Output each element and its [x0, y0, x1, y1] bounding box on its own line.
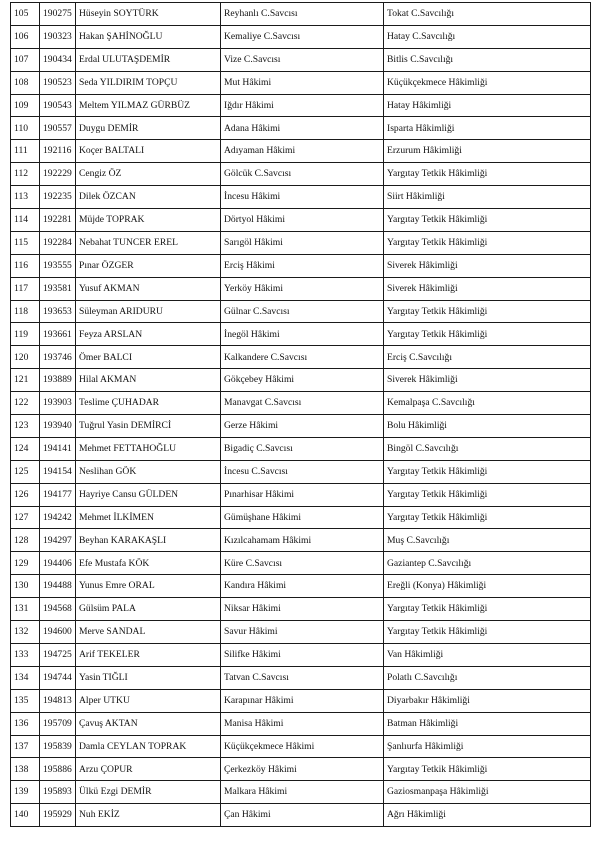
- registry-number-cell: 190543: [40, 94, 76, 117]
- new-post-cell: Diyarbakır Hâkimliği: [384, 689, 591, 712]
- person-name-cell: Arzu ÇOPUR: [76, 758, 221, 781]
- person-name-cell: Nuh EKİZ: [76, 804, 221, 827]
- table-row: [11, 643, 591, 666]
- registry-number-cell: 190557: [40, 117, 76, 140]
- row-number-cell: 137: [11, 735, 40, 758]
- table-row: [11, 415, 591, 438]
- new-post-cell: Yargıtay Tetkik Hâkimliği: [384, 209, 591, 232]
- table-row: [11, 48, 591, 71]
- person-name-cell: Koçer BALTALI: [76, 140, 221, 163]
- new-post-cell: Hatay Hâkimliği: [384, 94, 591, 117]
- table-row: [11, 209, 591, 232]
- current-post-cell: Malkara Hâkimi: [221, 781, 384, 804]
- person-name-cell: Hüseyin SOYTÜRK: [76, 3, 221, 26]
- table-row: [11, 25, 591, 48]
- table-row: [11, 71, 591, 94]
- table-row: [11, 666, 591, 689]
- current-post-cell: Adıyaman Hâkimi: [221, 140, 384, 163]
- row-number-cell: 110: [11, 117, 40, 140]
- registry-number-cell: 192284: [40, 231, 76, 254]
- registry-number-cell: 195886: [40, 758, 76, 781]
- current-post-cell: Gökçebey Hâkimi: [221, 369, 384, 392]
- person-name-cell: Efe Mustafa KÖK: [76, 552, 221, 575]
- registry-number-cell: 194568: [40, 598, 76, 621]
- table-row: [11, 140, 591, 163]
- registry-number-cell: 190323: [40, 25, 76, 48]
- person-name-cell: Yasin TIĞLI: [76, 666, 221, 689]
- registry-number-cell: 194154: [40, 460, 76, 483]
- registry-number-cell: 194141: [40, 437, 76, 460]
- new-post-cell: Siverek Hâkimliği: [384, 369, 591, 392]
- row-number-cell: 116: [11, 254, 40, 277]
- row-number-cell: 120: [11, 346, 40, 369]
- row-number-cell: 134: [11, 666, 40, 689]
- new-post-cell: Yargıtay Tetkik Hâkimliği: [384, 163, 591, 186]
- person-name-cell: Ülkü Ezgi DEMİR: [76, 781, 221, 804]
- row-number-cell: 136: [11, 712, 40, 735]
- table-row: [11, 804, 591, 827]
- person-name-cell: Hilal AKMAN: [76, 369, 221, 392]
- row-number-cell: 106: [11, 25, 40, 48]
- new-post-cell: Yargıtay Tetkik Hâkimliği: [384, 323, 591, 346]
- current-post-cell: Sarıgöl Hâkimi: [221, 231, 384, 254]
- person-name-cell: Çavuş AKTAN: [76, 712, 221, 735]
- row-number-cell: 112: [11, 163, 40, 186]
- row-number-cell: 129: [11, 552, 40, 575]
- current-post-cell: Kemaliye C.Savcısı: [221, 25, 384, 48]
- current-post-cell: İncesu Hâkimi: [221, 186, 384, 209]
- new-post-cell: Hatay C.Savcılığı: [384, 25, 591, 48]
- row-number-cell: 119: [11, 323, 40, 346]
- registry-number-cell: 190275: [40, 3, 76, 26]
- row-number-cell: 109: [11, 94, 40, 117]
- person-name-cell: Süleyman ARIDURU: [76, 300, 221, 323]
- person-name-cell: Seda YILDIRIM TOPÇU: [76, 71, 221, 94]
- person-name-cell: Mehmet FETTAHOĞLU: [76, 437, 221, 460]
- new-post-cell: Batman Hâkimliği: [384, 712, 591, 735]
- table-row: [11, 483, 591, 506]
- current-post-cell: Gülnar C.Savcısı: [221, 300, 384, 323]
- new-post-cell: Van Hâkimliği: [384, 643, 591, 666]
- new-post-cell: Muş C.Savcılığı: [384, 529, 591, 552]
- current-post-cell: Iğdır Hâkimi: [221, 94, 384, 117]
- new-post-cell: Yargıtay Tetkik Hâkimliği: [384, 758, 591, 781]
- table-row: [11, 3, 591, 26]
- new-post-cell: Yargıtay Tetkik Hâkimliği: [384, 231, 591, 254]
- table-row: [11, 506, 591, 529]
- current-post-cell: Adana Hâkimi: [221, 117, 384, 140]
- person-name-cell: Erdal ULUTAŞDEMİR: [76, 48, 221, 71]
- current-post-cell: Silifke Hâkimi: [221, 643, 384, 666]
- registry-number-cell: 194488: [40, 575, 76, 598]
- current-post-cell: Savur Hâkimi: [221, 621, 384, 644]
- row-number-cell: 138: [11, 758, 40, 781]
- registry-number-cell: 192281: [40, 209, 76, 232]
- current-post-cell: İnegöl Hâkimi: [221, 323, 384, 346]
- registry-number-cell: 194600: [40, 621, 76, 644]
- person-name-cell: Teslime ÇUHADAR: [76, 392, 221, 415]
- new-post-cell: Bingöl C.Savcılığı: [384, 437, 591, 460]
- table-row: [11, 598, 591, 621]
- row-number-cell: 108: [11, 71, 40, 94]
- registry-number-cell: 193653: [40, 300, 76, 323]
- current-post-cell: Manisa Hâkimi: [221, 712, 384, 735]
- person-name-cell: Nebahat TUNCER EREL: [76, 231, 221, 254]
- new-post-cell: Ağrı Hâkimliği: [384, 804, 591, 827]
- person-name-cell: Hayriye Cansu GÜLDEN: [76, 483, 221, 506]
- current-post-cell: Çan Hâkimi: [221, 804, 384, 827]
- table-row: [11, 552, 591, 575]
- registry-number-cell: 194242: [40, 506, 76, 529]
- registry-number-cell: 193555: [40, 254, 76, 277]
- person-name-cell: Merve SANDAL: [76, 621, 221, 644]
- row-number-cell: 126: [11, 483, 40, 506]
- table-row: [11, 346, 591, 369]
- new-post-cell: Siirt Hâkimliği: [384, 186, 591, 209]
- current-post-cell: Tatvan C.Savcısı: [221, 666, 384, 689]
- registry-number-cell: 194725: [40, 643, 76, 666]
- new-post-cell: Yargıtay Tetkik Hâkimliği: [384, 460, 591, 483]
- row-number-cell: 131: [11, 598, 40, 621]
- new-post-cell: Ereğli (Konya) Hâkimliği: [384, 575, 591, 598]
- person-name-cell: Müjde TOPRAK: [76, 209, 221, 232]
- registry-number-cell: 193581: [40, 277, 76, 300]
- new-post-cell: Polatlı C.Savcılığı: [384, 666, 591, 689]
- row-number-cell: 132: [11, 621, 40, 644]
- new-post-cell: Yargıtay Tetkik Hâkimliği: [384, 598, 591, 621]
- new-post-cell: Gaziosmanpaşa Hâkimliği: [384, 781, 591, 804]
- table-row: [11, 163, 591, 186]
- person-name-cell: Gülsüm PALA: [76, 598, 221, 621]
- table-row: [11, 369, 591, 392]
- row-number-cell: 114: [11, 209, 40, 232]
- row-number-cell: 127: [11, 506, 40, 529]
- person-name-cell: Yusuf AKMAN: [76, 277, 221, 300]
- new-post-cell: Küçükçekmece Hâkimliği: [384, 71, 591, 94]
- row-number-cell: 135: [11, 689, 40, 712]
- new-post-cell: Yargıtay Tetkik Hâkimliği: [384, 483, 591, 506]
- new-post-cell: Şanlıurfa Hâkimliği: [384, 735, 591, 758]
- current-post-cell: Küre C.Savcısı: [221, 552, 384, 575]
- table-row: [11, 460, 591, 483]
- current-post-cell: Çerkezköy Hâkimi: [221, 758, 384, 781]
- row-number-cell: 122: [11, 392, 40, 415]
- new-post-cell: Siverek Hâkimliği: [384, 254, 591, 277]
- registry-number-cell: 193889: [40, 369, 76, 392]
- person-name-cell: Feyza ARSLAN: [76, 323, 221, 346]
- current-post-cell: Erciş Hâkimi: [221, 254, 384, 277]
- row-number-cell: 105: [11, 3, 40, 26]
- row-number-cell: 117: [11, 277, 40, 300]
- row-number-cell: 128: [11, 529, 40, 552]
- person-name-cell: Alper UTKU: [76, 689, 221, 712]
- row-number-cell: 139: [11, 781, 40, 804]
- current-post-cell: Kalkandere C.Savcısı: [221, 346, 384, 369]
- table-row: [11, 277, 591, 300]
- current-post-cell: Pınarhisar Hâkimi: [221, 483, 384, 506]
- table-row: [11, 392, 591, 415]
- current-post-cell: Vize C.Savcısı: [221, 48, 384, 71]
- current-post-cell: Kızılcahamam Hâkimi: [221, 529, 384, 552]
- registry-number-cell: 194297: [40, 529, 76, 552]
- new-post-cell: Gaziantep C.Savcılığı: [384, 552, 591, 575]
- current-post-cell: Gümüşhane Hâkimi: [221, 506, 384, 529]
- table-row: [11, 758, 591, 781]
- table-row: [11, 689, 591, 712]
- registry-number-cell: 192235: [40, 186, 76, 209]
- registry-number-cell: 194406: [40, 552, 76, 575]
- new-post-cell: Bolu Hâkimliği: [384, 415, 591, 438]
- current-post-cell: Karapınar Hâkimi: [221, 689, 384, 712]
- row-number-cell: 111: [11, 140, 40, 163]
- person-name-cell: Ömer BALCI: [76, 346, 221, 369]
- registry-number-cell: 190523: [40, 71, 76, 94]
- person-name-cell: Neslihan GÖK: [76, 460, 221, 483]
- new-post-cell: Erciş C.Savcılığı: [384, 346, 591, 369]
- person-name-cell: Hakan ŞAHİNOĞLU: [76, 25, 221, 48]
- person-name-cell: Pınar ÖZGER: [76, 254, 221, 277]
- table-row: [11, 437, 591, 460]
- new-post-cell: Yargıtay Tetkik Hâkimliği: [384, 506, 591, 529]
- current-post-cell: Yerköy Hâkimi: [221, 277, 384, 300]
- person-name-cell: Meltem YILMAZ GÜRBÜZ: [76, 94, 221, 117]
- person-name-cell: Beyhan KARAKAŞLI: [76, 529, 221, 552]
- registry-number-cell: 193661: [40, 323, 76, 346]
- registry-number-cell: 194744: [40, 666, 76, 689]
- registry-number-cell: 192116: [40, 140, 76, 163]
- row-number-cell: 133: [11, 643, 40, 666]
- appointment-table: [10, 2, 591, 827]
- registry-number-cell: 193903: [40, 392, 76, 415]
- person-name-cell: Duygu DEMİR: [76, 117, 221, 140]
- table-row: [11, 529, 591, 552]
- registry-number-cell: 195839: [40, 735, 76, 758]
- registry-number-cell: 193746: [40, 346, 76, 369]
- new-post-cell: Kemalpaşa C.Savcılığı: [384, 392, 591, 415]
- row-number-cell: 130: [11, 575, 40, 598]
- current-post-cell: Mut Hâkimi: [221, 71, 384, 94]
- person-name-cell: Arif TEKELER: [76, 643, 221, 666]
- person-name-cell: Yunus Emre ORAL: [76, 575, 221, 598]
- current-post-cell: Niksar Hâkimi: [221, 598, 384, 621]
- current-post-cell: İncesu C.Savcısı: [221, 460, 384, 483]
- table-row: [11, 621, 591, 644]
- new-post-cell: Tokat C.Savcılığı: [384, 3, 591, 26]
- table-row: [11, 231, 591, 254]
- registry-number-cell: 195709: [40, 712, 76, 735]
- row-number-cell: 107: [11, 48, 40, 71]
- row-number-cell: 115: [11, 231, 40, 254]
- registry-number-cell: 192229: [40, 163, 76, 186]
- person-name-cell: Tuğrul Yasin DEMİRCİ: [76, 415, 221, 438]
- row-number-cell: 140: [11, 804, 40, 827]
- current-post-cell: Kandıra Hâkimi: [221, 575, 384, 598]
- new-post-cell: Bitlis C.Savcılığı: [384, 48, 591, 71]
- new-post-cell: Siverek Hâkimliği: [384, 277, 591, 300]
- table-row: [11, 781, 591, 804]
- registry-number-cell: 195929: [40, 804, 76, 827]
- row-number-cell: 124: [11, 437, 40, 460]
- new-post-cell: Isparta Hâkimliği: [384, 117, 591, 140]
- new-post-cell: Yargıtay Tetkik Hâkimliği: [384, 621, 591, 644]
- table-row: [11, 735, 591, 758]
- row-number-cell: 123: [11, 415, 40, 438]
- current-post-cell: Reyhanlı C.Savcısı: [221, 3, 384, 26]
- new-post-cell: Erzurum Hâkimliği: [384, 140, 591, 163]
- table-body: [11, 3, 591, 827]
- table-row: [11, 186, 591, 209]
- current-post-cell: Gölcük C.Savcısı: [221, 163, 384, 186]
- table-row: [11, 712, 591, 735]
- current-post-cell: Bigadiç C.Savcısı: [221, 437, 384, 460]
- table-row: [11, 254, 591, 277]
- current-post-cell: Gerze Hâkimi: [221, 415, 384, 438]
- registry-number-cell: 193940: [40, 415, 76, 438]
- person-name-cell: Damla CEYLAN TOPRAK: [76, 735, 221, 758]
- current-post-cell: Dörtyol Hâkimi: [221, 209, 384, 232]
- table-row: [11, 575, 591, 598]
- table-row: [11, 300, 591, 323]
- current-post-cell: Manavgat C.Savcısı: [221, 392, 384, 415]
- table-row: [11, 323, 591, 346]
- person-name-cell: Mehmet İLKİMEN: [76, 506, 221, 529]
- current-post-cell: Küçükçekmece Hâkimi: [221, 735, 384, 758]
- table-row: [11, 117, 591, 140]
- row-number-cell: 121: [11, 369, 40, 392]
- row-number-cell: 125: [11, 460, 40, 483]
- person-name-cell: Cengiz ÖZ: [76, 163, 221, 186]
- registry-number-cell: 195893: [40, 781, 76, 804]
- row-number-cell: 113: [11, 186, 40, 209]
- table-row: [11, 94, 591, 117]
- registry-number-cell: 194177: [40, 483, 76, 506]
- registry-number-cell: 190434: [40, 48, 76, 71]
- person-name-cell: Dilek ÖZCAN: [76, 186, 221, 209]
- new-post-cell: Yargıtay Tetkik Hâkimliği: [384, 300, 591, 323]
- registry-number-cell: 194813: [40, 689, 76, 712]
- row-number-cell: 118: [11, 300, 40, 323]
